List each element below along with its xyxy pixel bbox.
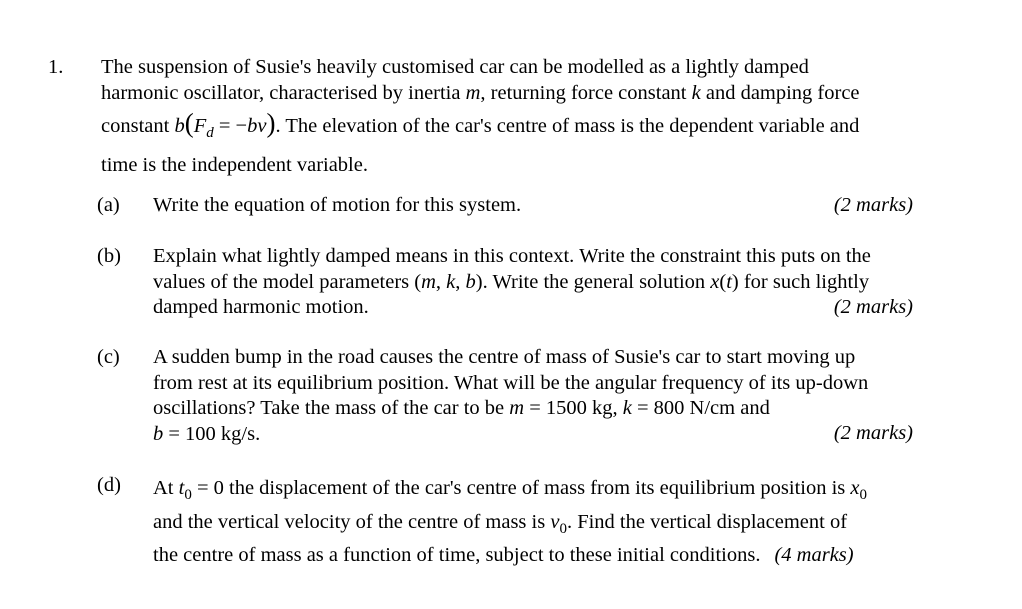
subscript-zero: 0: [559, 521, 567, 538]
paren-open: (: [719, 270, 727, 293]
symbol-t: t: [178, 477, 185, 499]
symbol-m: m: [421, 270, 436, 293]
part-c-text: = 800 N/cm and: [631, 397, 770, 419]
stem-line-1: The suspension of Susie's heavily customised car can be modelled as a lightly damped: [101, 56, 809, 78]
separator: ,: [455, 270, 466, 293]
symbol-x: x: [710, 270, 720, 293]
part-b-marks: (2 marks): [833, 296, 913, 318]
part-b-line-1: Explain what lightly damped means in this context. Write the constraint this puts on the: [153, 245, 871, 267]
stem-text: constant: [101, 115, 175, 137]
symbol-t: t: [726, 270, 732, 293]
paren-close: ): [731, 270, 739, 293]
part-b-line-2: [153, 270, 943, 296]
part-c-label: (c): [97, 346, 120, 368]
paren-close: ): [266, 108, 276, 138]
part-b-body: [153, 244, 943, 321]
symbol-F: F: [193, 115, 207, 137]
part-d-text: . Find the vertical displacement of: [566, 511, 848, 534]
part-c-line-3: [153, 396, 943, 422]
symbol-bv: bv: [247, 115, 267, 137]
stem-line-4: time is the independent variable.: [101, 154, 368, 177]
symbol-k: k: [446, 270, 456, 293]
part-c-text: = 100 kg/s.: [163, 422, 261, 445]
part-d-line-1: [153, 473, 953, 510]
stem-text: . The elevation of the car's centre of mass is the dependent variable and: [275, 115, 860, 137]
symbol-k: k: [691, 81, 701, 104]
part-c-body: [153, 345, 943, 447]
part-d-text: = 0 the displacement of the car's centre of mass from its equilibrium position is: [191, 477, 851, 499]
symbol-m: m: [465, 81, 481, 104]
symbol-x: x: [850, 477, 860, 499]
part-d-line-3: [153, 543, 953, 569]
part-d-text: the centre of mass as a function of time, subject to these initial conditions.: [153, 543, 761, 566]
part-d-line-2: [153, 510, 953, 543]
symbol-m: m: [509, 397, 525, 419]
paren-open: (: [184, 108, 194, 138]
part-d-text: At: [153, 477, 179, 499]
symbol-b: b: [465, 270, 476, 293]
stem-line-2: [101, 81, 961, 107]
part-a-marks: (2 marks): [833, 194, 913, 216]
stem-text: and damping force: [700, 81, 860, 104]
separator: ,: [435, 270, 447, 293]
part-b-label: (b): [97, 245, 121, 267]
part-b-line-3: damped harmonic motion.: [153, 296, 369, 318]
part-c-line-4: [153, 422, 943, 448]
stem-text: , returning force constant: [480, 81, 692, 104]
subscript-zero: 0: [184, 487, 192, 504]
part-b-text: ). Write the general solution: [475, 270, 711, 293]
stem-line-3: [101, 108, 961, 148]
part-b-text: values of the model parameters (: [153, 270, 422, 293]
question-stem: [101, 55, 961, 179]
part-c-marks: (2 marks): [833, 422, 913, 444]
part-c-text: oscillations? Take the mass of the car to be: [153, 397, 510, 419]
part-a-label: (a): [97, 194, 120, 216]
subscript-zero: 0: [859, 487, 868, 504]
symbol-v: v: [550, 511, 560, 534]
question-number: 1.: [48, 56, 64, 78]
part-d-body: [153, 473, 953, 568]
part-a-body: [153, 193, 913, 219]
equals-minus: = −: [213, 115, 248, 137]
part-a-line-1: Write the equation of motion for this system.: [153, 194, 522, 216]
part-d-marks: (4 marks): [774, 543, 854, 566]
part-d-label: (d): [97, 474, 121, 496]
part-c-text: = 1500 kg,: [524, 397, 623, 419]
symbol-b: b: [153, 422, 164, 445]
symbol-k: k: [622, 397, 632, 419]
symbol-b: b: [174, 115, 185, 137]
stem-text: harmonic oscillator, characterised by inertia: [101, 81, 466, 104]
part-c-line-1: A sudden bump in the road causes the centre of mass of Susie's car to start moving up: [153, 346, 856, 368]
symbol-d-subscript: d: [206, 125, 214, 142]
part-d-text: and the vertical velocity of the centre of mass is: [153, 511, 551, 534]
part-b-text: for such lightly: [738, 270, 870, 293]
part-c-line-2: from rest at its equilibrium position. What will be the angular frequency of its up-down: [153, 371, 869, 394]
